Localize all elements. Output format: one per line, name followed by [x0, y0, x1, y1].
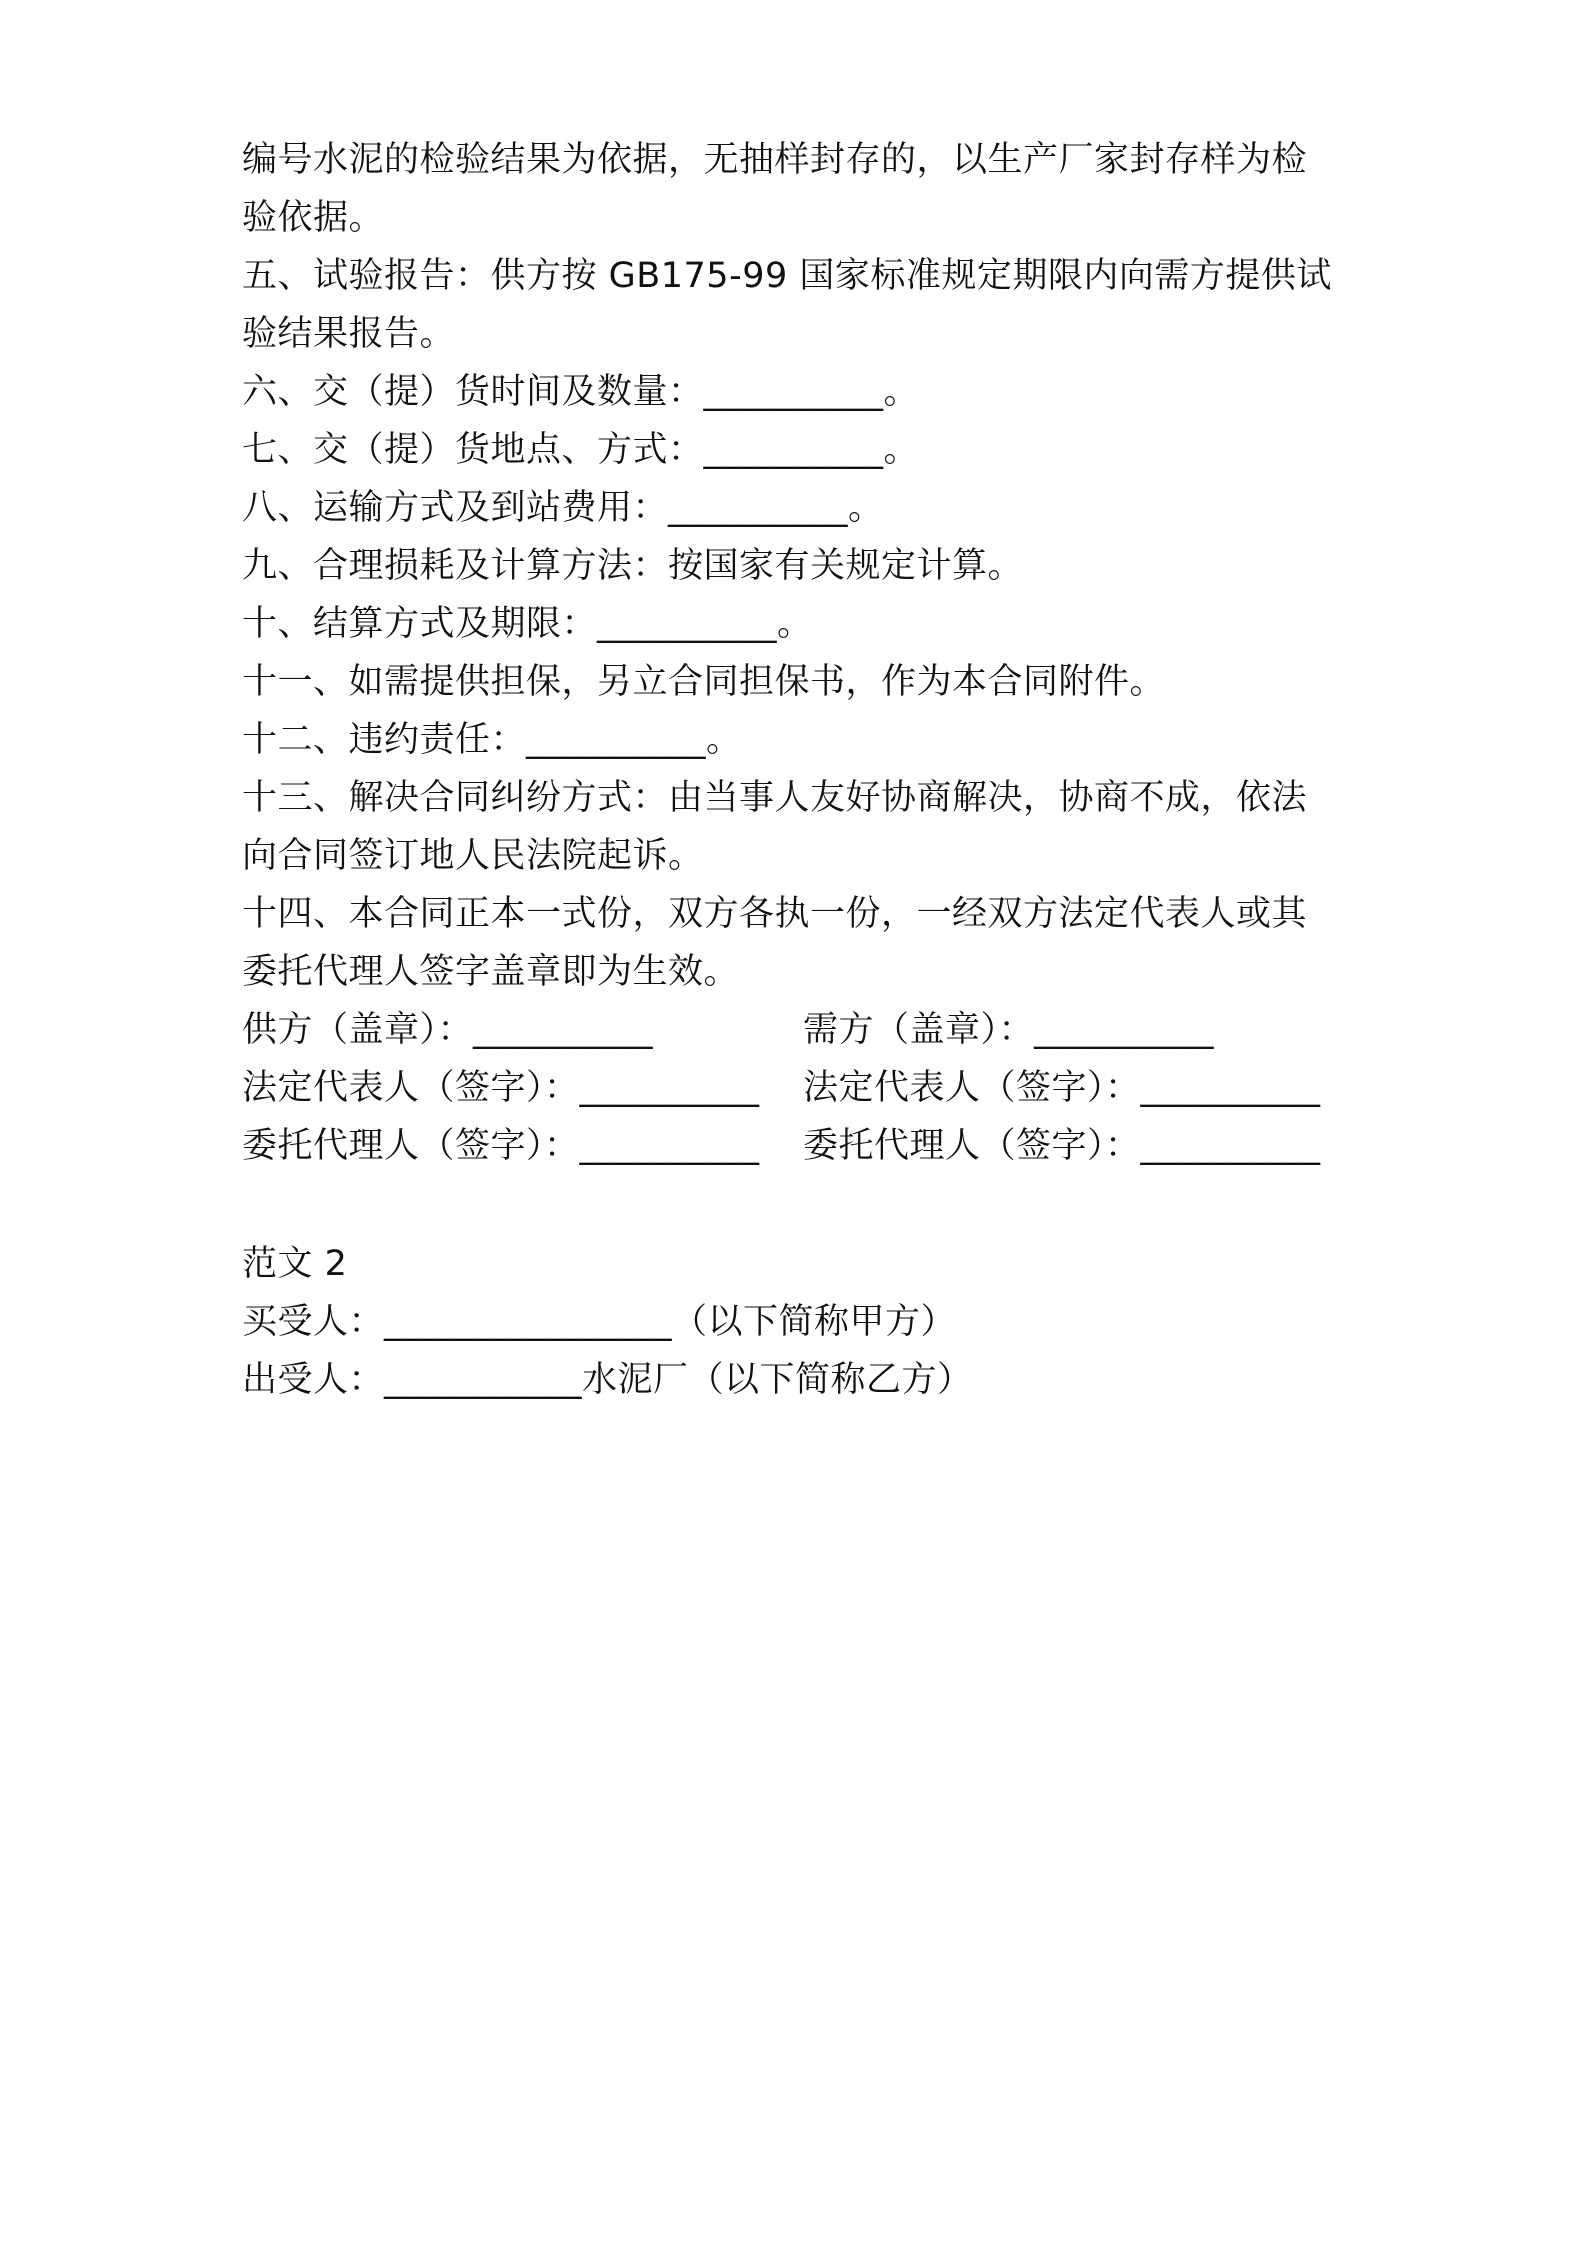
clause-10: 十、结算方式及期限：__________。 [242, 604, 813, 644]
buyer-party-line: 买受人：________________（以下简称甲方） [242, 1302, 957, 1342]
clause-9: 九、合理损耗及计算方法：按国家有关规定计算。 [242, 546, 1024, 586]
paragraph-line-2: 验依据。 [242, 198, 385, 238]
clause-14-line-1: 十四、本合同正本一式份，双方各执一份，一经双方法定代表人或其 [242, 894, 1308, 934]
clause-11: 十一、如需提供担保，另立合同担保书，作为本合同附件。 [242, 662, 1166, 702]
clause-8: 八、运输方式及到站费用：__________。 [242, 488, 884, 528]
buyer-agent-field: 委托代理人（签字）：__________ [803, 1126, 1321, 1166]
paragraph-line-1: 编号水泥的检验结果为依据，无抽样封存的，以生产厂家封存样为检 [242, 140, 1308, 180]
supplier-legal-rep-field: 法定代表人（签字）：__________ [242, 1068, 760, 1108]
clause-13-line-1: 十三、解决合同纠纷方式：由当事人友好协商解决，协商不成，依法 [242, 778, 1308, 818]
clause-14-line-2: 委托代理人签字盖章即为生效。 [242, 952, 740, 992]
supplier-seal-field: 供方（盖章）：__________ [242, 1010, 654, 1050]
supplier-agent-field: 委托代理人（签字）：__________ [242, 1126, 760, 1166]
clause-12: 十二、违约责任：__________。 [242, 720, 742, 760]
buyer-seal-field: 需方（盖章）：__________ [803, 1010, 1215, 1050]
clause-6: 六、交（提）货时间及数量：__________。 [242, 372, 920, 412]
sample-2-heading: 范文 2 [242, 1244, 348, 1284]
seller-party-line: 出受人：___________水泥厂（以下简称乙方） [242, 1360, 973, 1400]
clause-5-line-1: 五、试验报告：供方按 GB175-99 国家标准规定期限内向需方提供试 [242, 256, 1332, 296]
clause-5-line-2: 验结果报告。 [242, 314, 456, 354]
buyer-legal-rep-field: 法定代表人（签字）：__________ [803, 1068, 1321, 1108]
clause-13-line-2: 向合同签订地人民法院起诉。 [242, 836, 704, 876]
clause-7: 七、交（提）货地点、方式：__________。 [242, 430, 920, 470]
